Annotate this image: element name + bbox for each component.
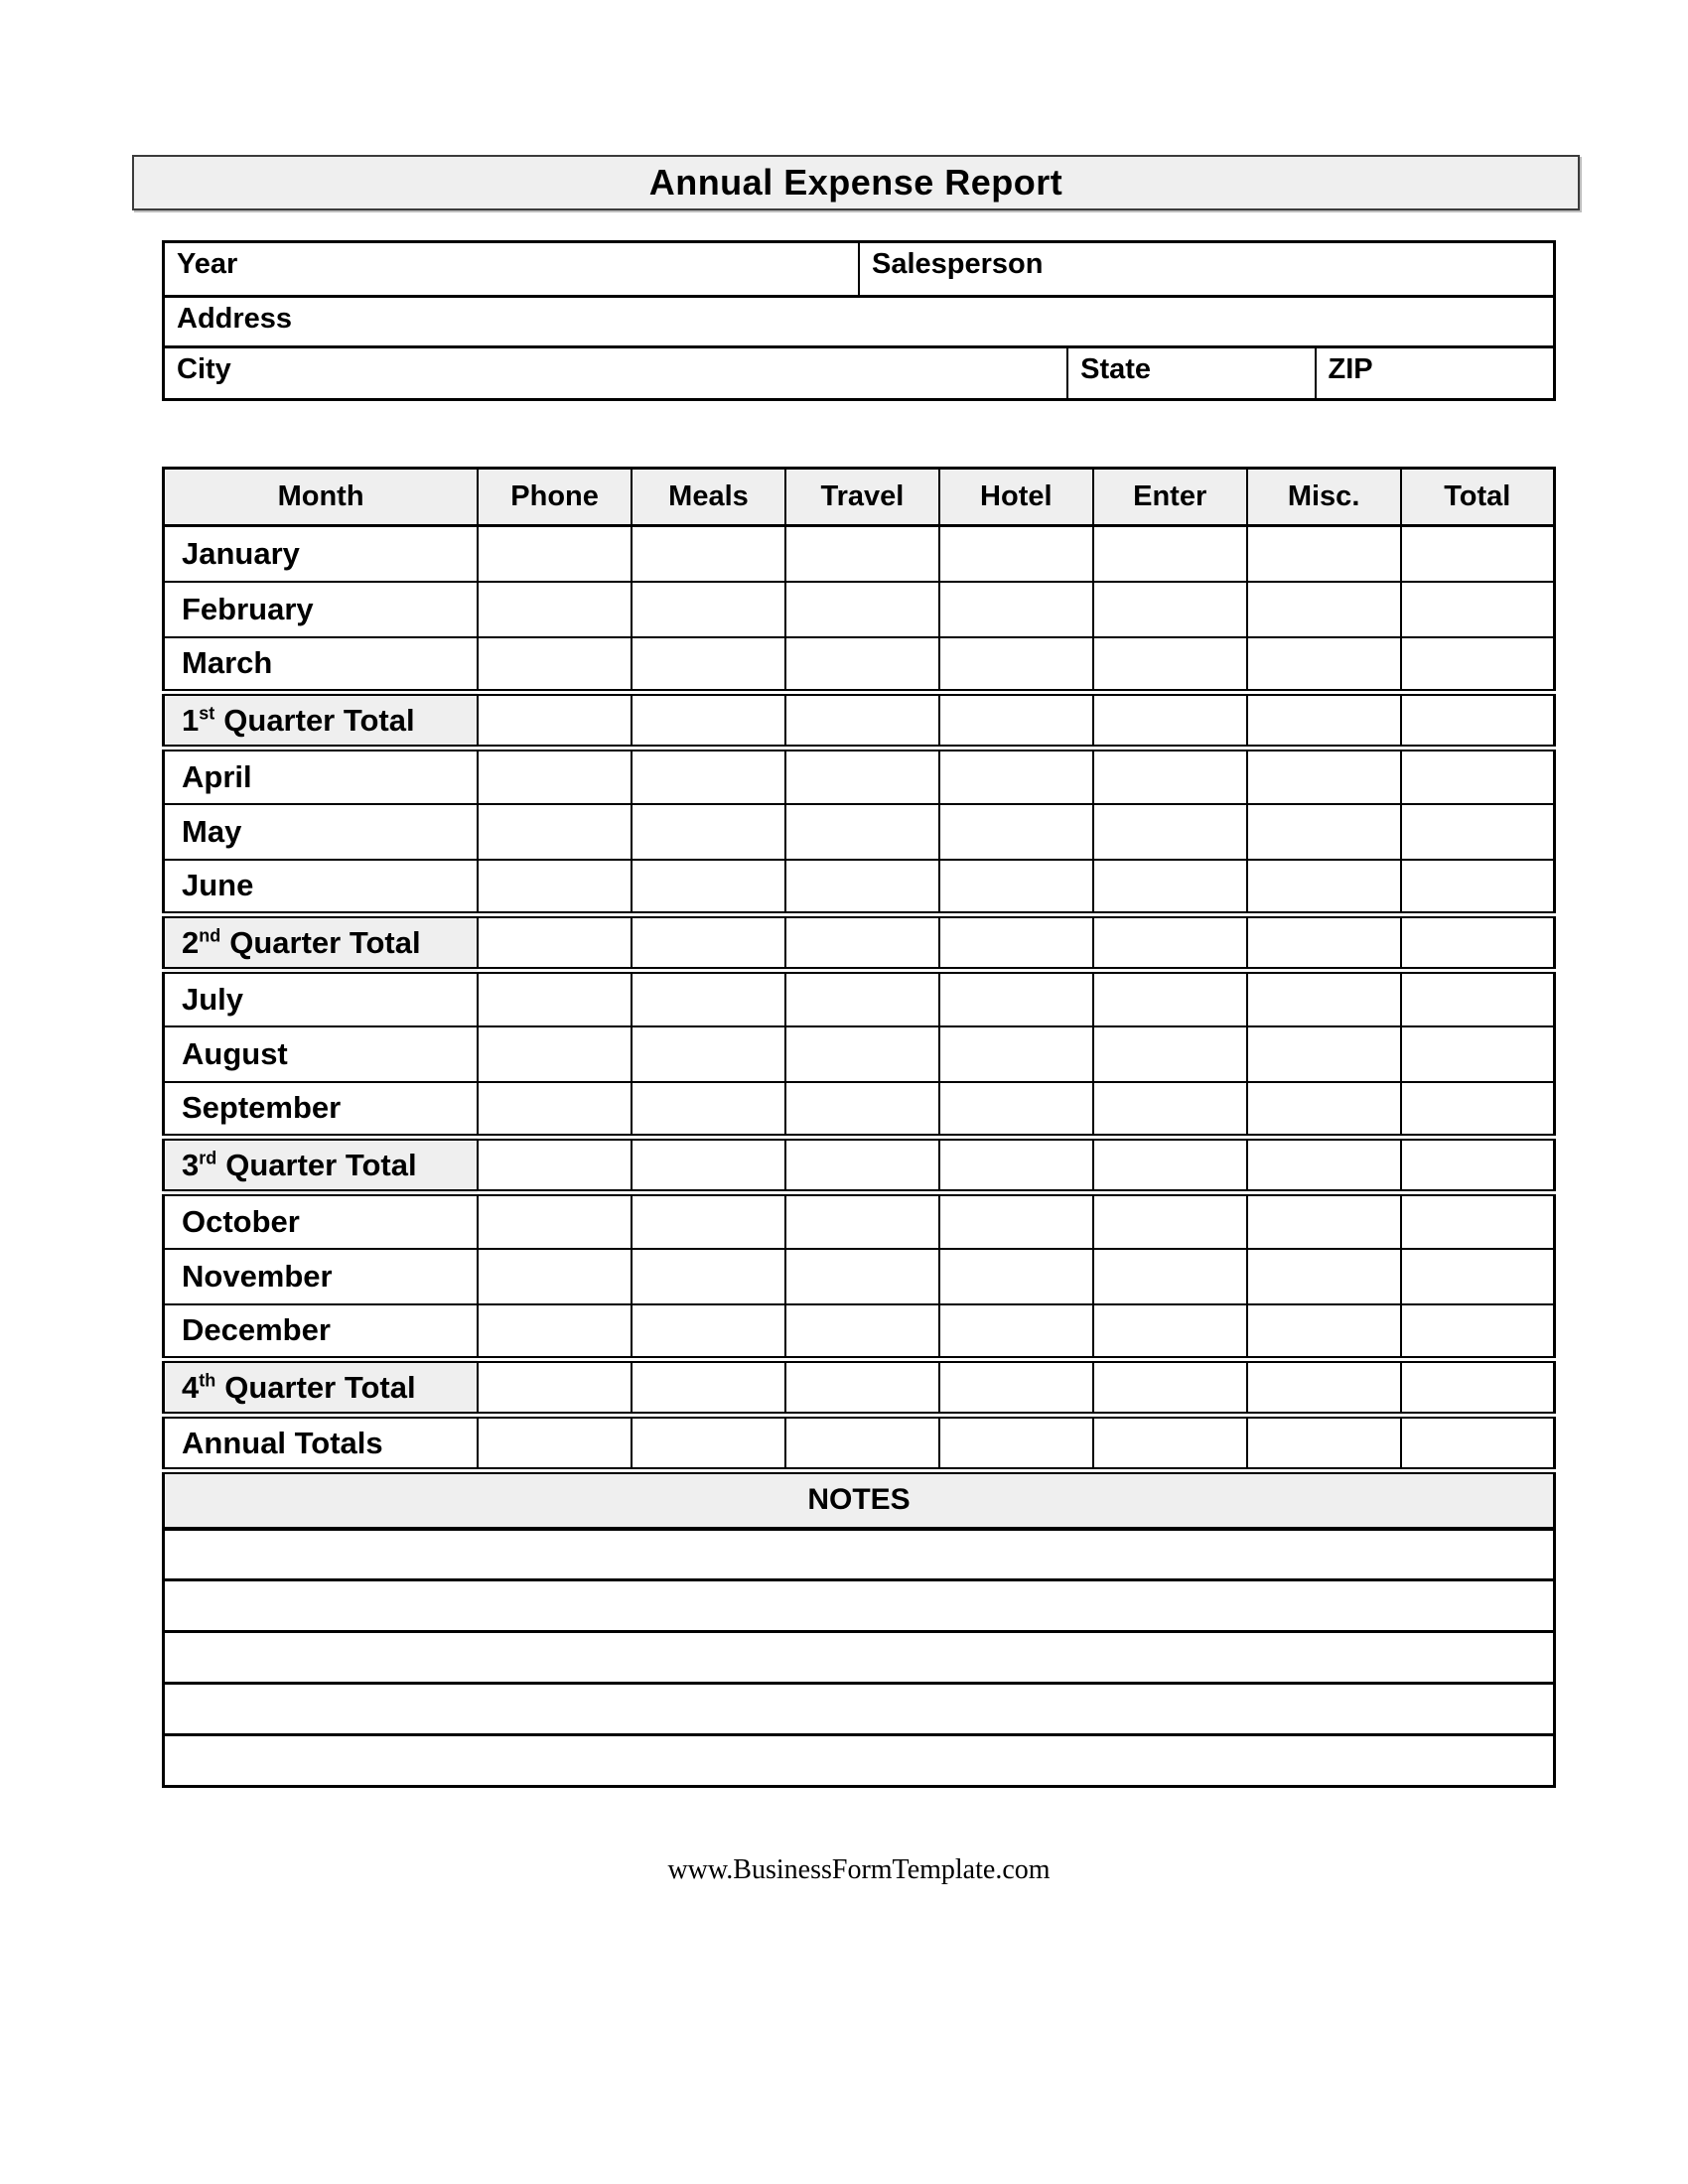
expense-cell[interactable]: [1401, 1082, 1555, 1138]
table-row-april: [164, 749, 1555, 804]
row-label-cell: February: [164, 582, 479, 637]
address-label: Address: [177, 303, 293, 335]
table-row-august: [164, 1026, 1555, 1082]
expense-cell[interactable]: [478, 860, 632, 915]
expense-cell[interactable]: [1247, 1304, 1401, 1360]
expense-cell[interactable]: [632, 1082, 785, 1138]
expense-cell[interactable]: [1401, 582, 1555, 637]
expense-cell[interactable]: [478, 526, 632, 582]
expense-cell[interactable]: [785, 915, 939, 971]
expense-cell[interactable]: [1093, 860, 1247, 915]
info-row-address: [164, 297, 1555, 347]
expense-cell[interactable]: [1247, 637, 1401, 693]
column-header-phone: Phone: [478, 469, 632, 526]
notes-line[interactable]: [164, 1632, 1555, 1684]
expense-cell[interactable]: [785, 1304, 939, 1360]
expense-table: [162, 467, 1556, 1788]
expense-cell[interactable]: [1247, 1360, 1401, 1416]
column-header-total: Total: [1401, 469, 1555, 526]
year-label: Year: [177, 248, 238, 280]
expense-cell[interactable]: [1247, 693, 1401, 749]
expense-cell[interactable]: [1093, 1304, 1247, 1360]
expense-cell[interactable]: [939, 1416, 1093, 1471]
row-label-cell: 1st Quarter Total: [164, 693, 479, 749]
expense-cell[interactable]: [939, 915, 1093, 971]
table-row-annual-totals: [164, 1416, 1555, 1471]
expense-cell[interactable]: [939, 1304, 1093, 1360]
expense-cell[interactable]: [785, 1026, 939, 1082]
page-title: Annual Expense Report: [648, 162, 1063, 203]
row-label-cell: October: [164, 1193, 479, 1249]
city-field[interactable]: [164, 347, 1068, 400]
expense-cell[interactable]: [1247, 526, 1401, 582]
state-label: State: [1080, 353, 1152, 385]
info-row-year-salesperson: [164, 242, 1555, 297]
expense-cell[interactable]: [1401, 1360, 1555, 1416]
expense-cell[interactable]: [478, 582, 632, 637]
expense-cell[interactable]: [632, 804, 785, 860]
expense-cell[interactable]: [939, 1082, 1093, 1138]
column-header-travel: Travel: [785, 469, 939, 526]
footer: [162, 1854, 1556, 1886]
expense-cell[interactable]: [939, 1026, 1093, 1082]
expense-cell[interactable]: [785, 1193, 939, 1249]
expense-cell[interactable]: [1093, 749, 1247, 804]
expense-cell[interactable]: [1247, 1193, 1401, 1249]
city-label: City: [177, 353, 231, 385]
expense-cell[interactable]: [1401, 637, 1555, 693]
expense-cell[interactable]: [632, 1138, 785, 1193]
row-label-cell: December: [164, 1304, 479, 1360]
expense-cell[interactable]: [478, 1082, 632, 1138]
expense-cell[interactable]: [939, 1360, 1093, 1416]
notes-row-1: [164, 1529, 1555, 1580]
expense-cell[interactable]: [1093, 1249, 1247, 1304]
expense-cell[interactable]: [939, 860, 1093, 915]
row-label-cell: 4th Quarter Total: [164, 1360, 479, 1416]
expense-cell[interactable]: [785, 1416, 939, 1471]
notes-header-row: [164, 1471, 1555, 1529]
expense-cell[interactable]: [939, 526, 1093, 582]
expense-cell[interactable]: [939, 637, 1093, 693]
expense-cell[interactable]: [632, 637, 785, 693]
expense-cell[interactable]: [785, 1360, 939, 1416]
table-row-q4-total: [164, 1360, 1555, 1416]
expense-cell[interactable]: [785, 749, 939, 804]
expense-cell[interactable]: [1401, 693, 1555, 749]
expense-cell[interactable]: [785, 860, 939, 915]
expense-cell[interactable]: [1093, 637, 1247, 693]
table-row-q2-total: [164, 915, 1555, 971]
expense-cell[interactable]: [632, 693, 785, 749]
expense-cell[interactable]: [1247, 582, 1401, 637]
column-header-month: Month: [164, 469, 479, 526]
expense-cell[interactable]: [1247, 971, 1401, 1026]
expense-cell[interactable]: [1093, 915, 1247, 971]
table-row-september: [164, 1082, 1555, 1138]
expense-cell[interactable]: [939, 582, 1093, 637]
expense-cell[interactable]: [632, 915, 785, 971]
table-row-may: [164, 804, 1555, 860]
notes-line[interactable]: [164, 1529, 1555, 1580]
expense-cell[interactable]: [1247, 860, 1401, 915]
expense-cell[interactable]: [939, 971, 1093, 1026]
expense-cell[interactable]: [1401, 1249, 1555, 1304]
table-row-july: [164, 971, 1555, 1026]
expense-cell[interactable]: [785, 693, 939, 749]
row-label-cell: June: [164, 860, 479, 915]
table-row-q1-total: [164, 693, 1555, 749]
column-header-enter: Enter: [1093, 469, 1247, 526]
expense-cell[interactable]: [478, 693, 632, 749]
expense-cell[interactable]: [1093, 1193, 1247, 1249]
expense-cell[interactable]: [1093, 1082, 1247, 1138]
row-label-cell: July: [164, 971, 479, 1026]
expense-cell[interactable]: [632, 860, 785, 915]
column-header-meals: Meals: [632, 469, 785, 526]
row-label-cell: March: [164, 637, 479, 693]
expense-cell[interactable]: [785, 1249, 939, 1304]
expense-cell[interactable]: [632, 1026, 785, 1082]
expense-cell[interactable]: [1093, 1138, 1247, 1193]
expense-cell[interactable]: [478, 1138, 632, 1193]
zip-field[interactable]: [1316, 347, 1555, 400]
notes-row-5: [164, 1735, 1555, 1787]
table-row-november: [164, 1249, 1555, 1304]
footer-url-text: www.BusinessFormTemplate.com: [667, 1854, 1051, 1885]
expense-cell[interactable]: [1401, 1026, 1555, 1082]
expense-cell[interactable]: [939, 1249, 1093, 1304]
expense-cell[interactable]: [1247, 1416, 1401, 1471]
notes-header: NOTES: [164, 1471, 1555, 1529]
notes-line[interactable]: [164, 1684, 1555, 1735]
expense-cell[interactable]: [1093, 526, 1247, 582]
expense-cell[interactable]: [478, 915, 632, 971]
expense-cell[interactable]: [939, 1193, 1093, 1249]
expense-cell[interactable]: [1401, 1416, 1555, 1471]
expense-cell[interactable]: [632, 582, 785, 637]
expense-cell[interactable]: [1093, 1360, 1247, 1416]
expense-cell[interactable]: [785, 637, 939, 693]
expense-cell[interactable]: [1401, 860, 1555, 915]
row-label-cell: January: [164, 526, 479, 582]
row-label-cell: May: [164, 804, 479, 860]
salesperson-field[interactable]: [859, 242, 1555, 297]
expense-cell[interactable]: [939, 804, 1093, 860]
table-row-june: [164, 860, 1555, 915]
expense-cell[interactable]: [478, 749, 632, 804]
notes-line[interactable]: [164, 1580, 1555, 1632]
expense-cell[interactable]: [1247, 1138, 1401, 1193]
expense-cell[interactable]: [478, 637, 632, 693]
contact-info-table: [162, 240, 1556, 401]
row-label-cell: August: [164, 1026, 479, 1082]
expense-cell[interactable]: [1401, 749, 1555, 804]
expense-cell[interactable]: [632, 526, 785, 582]
salesperson-label: Salesperson: [872, 248, 1044, 280]
expense-cell[interactable]: [1401, 1138, 1555, 1193]
notes-row-2: [164, 1580, 1555, 1632]
row-label-cell: September: [164, 1082, 479, 1138]
expense-cell[interactable]: [1401, 915, 1555, 971]
notes-row-3: [164, 1632, 1555, 1684]
expense-cell[interactable]: [1401, 804, 1555, 860]
row-label-cell: April: [164, 749, 479, 804]
expense-cell[interactable]: [478, 1026, 632, 1082]
expense-cell[interactable]: [632, 1193, 785, 1249]
row-label-cell: November: [164, 1249, 479, 1304]
notes-line[interactable]: [164, 1735, 1555, 1787]
expense-cell[interactable]: [478, 971, 632, 1026]
expense-cell[interactable]: [478, 1360, 632, 1416]
expense-cell[interactable]: [478, 1416, 632, 1471]
expense-cell[interactable]: [939, 1138, 1093, 1193]
address-field[interactable]: [164, 297, 1555, 347]
table-row-january: [164, 526, 1555, 582]
table-row-october: [164, 1193, 1555, 1249]
table-row-q3-total: [164, 1138, 1555, 1193]
expense-cell[interactable]: [478, 1249, 632, 1304]
expense-cell[interactable]: [478, 1193, 632, 1249]
state-field[interactable]: [1067, 347, 1315, 400]
expense-cell[interactable]: [632, 749, 785, 804]
zip-label: ZIP: [1328, 353, 1373, 385]
expense-cell[interactable]: [1093, 804, 1247, 860]
expense-cell[interactable]: [632, 1416, 785, 1471]
expense-cell[interactable]: [1093, 1026, 1247, 1082]
expense-cell[interactable]: [1093, 693, 1247, 749]
column-header-misc: Misc.: [1247, 469, 1401, 526]
expense-cell[interactable]: [1401, 1304, 1555, 1360]
expense-cell[interactable]: [1247, 1082, 1401, 1138]
expense-cell[interactable]: [632, 1360, 785, 1416]
row-label-cell: 3rd Quarter Total: [164, 1138, 479, 1193]
expense-cell[interactable]: [1247, 749, 1401, 804]
expense-cell[interactable]: [632, 1249, 785, 1304]
expense-cell[interactable]: [632, 971, 785, 1026]
expense-cell[interactable]: [1401, 1193, 1555, 1249]
expense-cell[interactable]: [1247, 804, 1401, 860]
expense-cell[interactable]: [1093, 582, 1247, 637]
expense-cell[interactable]: [478, 1304, 632, 1360]
column-header-hotel: Hotel: [939, 469, 1093, 526]
expense-cell[interactable]: [785, 526, 939, 582]
year-field[interactable]: [164, 242, 860, 297]
expense-cell[interactable]: [939, 693, 1093, 749]
expense-cell[interactable]: [939, 749, 1093, 804]
expense-cell[interactable]: [1401, 526, 1555, 582]
expense-cell[interactable]: [785, 971, 939, 1026]
expense-cell[interactable]: [1247, 1249, 1401, 1304]
row-label-cell: 2nd Quarter Total: [164, 915, 479, 971]
expense-cell[interactable]: [785, 582, 939, 637]
expense-cell[interactable]: [785, 1082, 939, 1138]
column-header-row: [164, 469, 1555, 526]
table-row-december: [164, 1304, 1555, 1360]
expense-cell[interactable]: [785, 804, 939, 860]
notes-row-4: [164, 1684, 1555, 1735]
expense-cell[interactable]: [1247, 1026, 1401, 1082]
expense-cell[interactable]: [1247, 915, 1401, 971]
table-row-march: [164, 637, 1555, 693]
expense-cell[interactable]: [785, 1138, 939, 1193]
expense-cell[interactable]: [632, 1304, 785, 1360]
info-row-city-state-zip: [164, 347, 1555, 400]
form-title-bar: [132, 155, 1580, 210]
expense-cell[interactable]: [1093, 1416, 1247, 1471]
expense-cell[interactable]: [1093, 971, 1247, 1026]
row-label-cell: Annual Totals: [164, 1416, 479, 1471]
table-row-february: [164, 582, 1555, 637]
expense-cell[interactable]: [478, 804, 632, 860]
expense-cell[interactable]: [1401, 971, 1555, 1026]
